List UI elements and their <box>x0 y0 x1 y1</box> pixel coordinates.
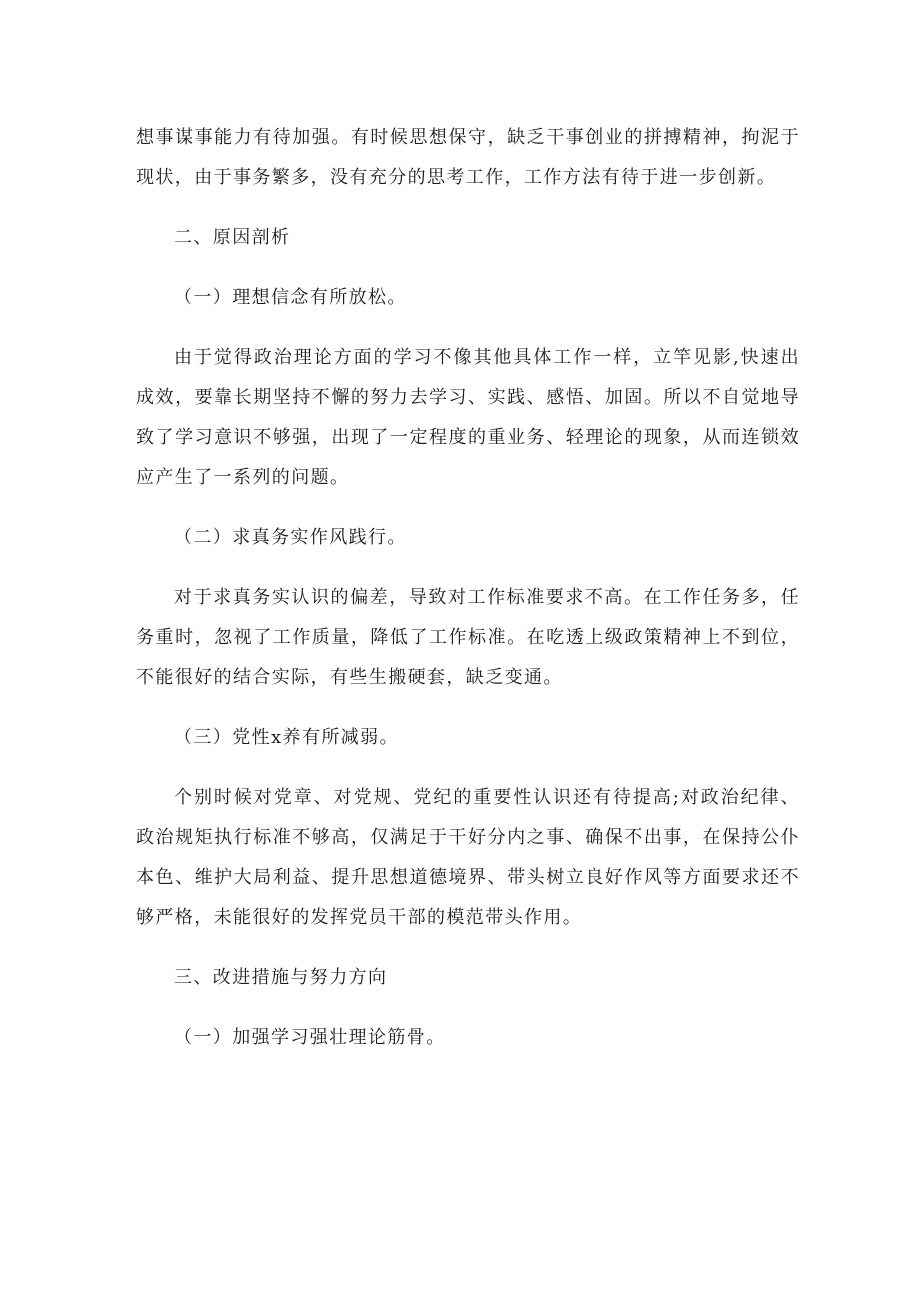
subheading-study: （一）加强学习强壮理论筋骨。 <box>174 1027 446 1048</box>
document-page <box>136 0 800 1058</box>
paragraph-party-spirit: 个别时候对党章、对党规、党纪的重要性认识还有待提高;对政治纪律、政治规矩执行标准不够高，仅满足于干好分内之事、确保不出事，在保持公仆本色、维护大局利益、提升思想道德境界、带头树立良好作风等方面要求还不够严格，未能很好的发挥党员干部的模范带头作用。 <box>136 787 800 928</box>
top-margin <box>136 0 800 118</box>
subheading-pragmatism: （二）求真务实作风践行。 <box>174 527 407 548</box>
paragraph-capability: 想事谋事能力有待加强。有时候思想保守，缺乏干事创业的拼搏精神，拘泥于现状，由于事务繁多，没有充分的思考工作，工作方法有待于进一步创新。 <box>136 127 800 188</box>
section-heading-causes: 二、原因剖析 <box>174 227 291 248</box>
paragraph-pragmatism: 对于求真务实认识的偏差，导致对工作标准要求不高。在工作任务多，任务重时，忽视了工作质量，降低了工作标准。在吃透上级政策精神上不到位，不能很好的结合实际，有些生搬硬套，缺乏变通。 <box>136 587 800 688</box>
section-heading-improvements: 三、改进措施与努力方向 <box>174 967 388 988</box>
subheading-party-spirit: （三）党性x养有所减弱。 <box>174 727 399 748</box>
paragraph-ideals: 由于觉得政治理论方面的学习不像其他具体工作一样，立竿见影,快速出成效，要靠长期坚持不懈的努力去学习、实践、感悟、加固。所以不自觉地导致了学习意识不够强，出现了一定程度的重业务、轻理论的现象，从而连锁效应产生了一系列的问题。 <box>136 347 800 488</box>
subheading-ideals: （一）理想信念有所放松。 <box>174 287 407 308</box>
